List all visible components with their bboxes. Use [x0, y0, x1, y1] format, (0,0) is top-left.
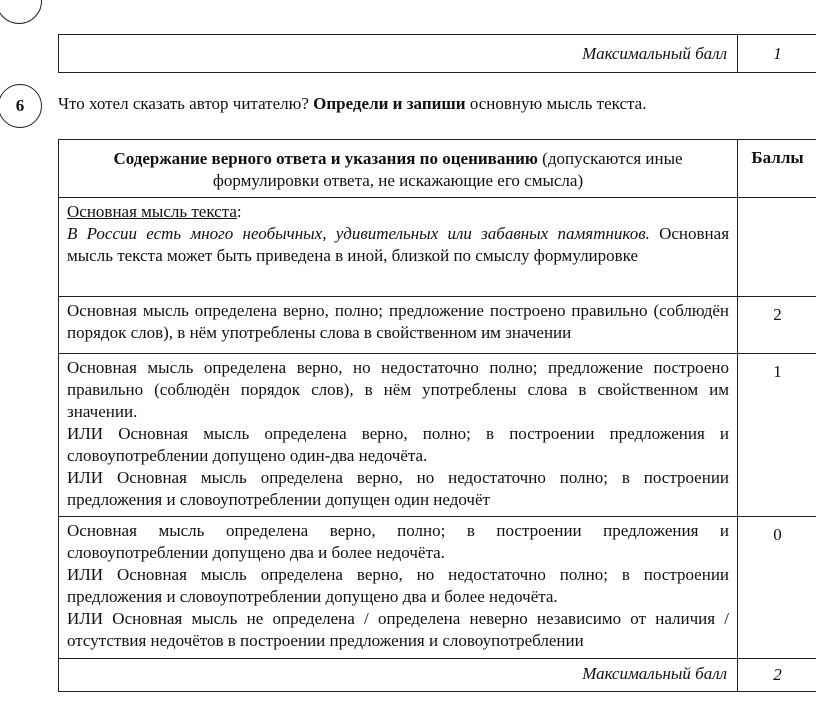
question-text — [58, 94, 646, 114]
max-score-value-cell: 2 — [738, 659, 816, 692]
max-score-label-cell: Максимальный балл — [59, 659, 738, 692]
criteria-points-1: 1 — [738, 354, 816, 517]
question-text-before: Что хотел сказать автор читателю? — [58, 94, 314, 113]
previous-max-score-table — [58, 34, 816, 73]
answer-label: Основная мысль текста — [67, 202, 237, 221]
answer-main-idea: В России есть много необычных, удивительных или забавных памятников. — [67, 224, 650, 243]
criteria-line: Основная мысль определена верно, полно; предложение построено правильно (соблюдён порядок слов), в нём употреблены слова в свойственном им значении — [67, 301, 730, 342]
criteria-line: ИЛИ Основная мысль определена верно, полно; в построении предложения и словоупотреблении допущено один-два недочёта. — [67, 424, 730, 465]
max-score-value: 1 — [738, 35, 816, 73]
criteria-points-2: 2 — [738, 297, 816, 354]
criteria-points-0: 0 — [738, 517, 816, 659]
criteria-text-0 — [59, 517, 738, 659]
criteria-line: ИЛИ Основная мысль определена верно, но недостаточно полно; в построении предложения и словоупотреблении допущено два и более недочёта. — [67, 565, 730, 606]
criteria-row-2 — [59, 297, 816, 354]
grading-table — [58, 139, 816, 692]
criteria-line: Основная мысль определена верно, полно; в построении предложения и словоупотреблении допущено два и более недочёта. — [67, 521, 730, 562]
question-text-bold: Определи и запиши — [313, 94, 466, 113]
max-score-row — [59, 659, 816, 692]
question-number-badge: 6 — [0, 84, 42, 128]
answer-colon: : — [236, 202, 242, 221]
header-content-rest: (допускаются иные формулировки ответа, не искажающие его смысла) — [212, 149, 683, 190]
answer-cell — [59, 198, 738, 297]
header-content-cell — [59, 140, 738, 198]
criteria-text-2 — [59, 297, 738, 354]
header-content-bold: Содержание верного ответа и указания по оцениванию — [113, 149, 538, 168]
answer-note: Основная мысль текста может быть приведена в иной, близкой по смыслу формулировке — [67, 224, 730, 265]
criteria-line: Основная мысль определена верно, но недостаточно полно; предложение построено правильно (соблюдён порядок слов), в нём употреблены слова в свойственном им значении. — [67, 358, 730, 421]
answer-row — [59, 198, 816, 297]
criteria-text-1 — [59, 354, 738, 517]
criteria-row-1 — [59, 354, 816, 517]
max-score-label: Максимальный балл — [59, 35, 738, 73]
grading-table-header — [59, 140, 816, 198]
question-text-after: основную мысль текста. — [465, 94, 647, 113]
answer-points-cell — [738, 198, 816, 297]
page-corner-circle — [0, 0, 42, 24]
header-points-cell: Баллы — [738, 140, 816, 198]
criteria-line: ИЛИ Основная мысль определена верно, но недостаточно полно; в построении предложения и словоупотреблении допущен один недочёт — [67, 468, 730, 509]
criteria-row-0 — [59, 517, 816, 659]
criteria-line: ИЛИ Основная мысль не определена / определена неверно независимо от наличия / отсутствия недочётов в построении предложения и словоупотреблении — [67, 609, 730, 650]
